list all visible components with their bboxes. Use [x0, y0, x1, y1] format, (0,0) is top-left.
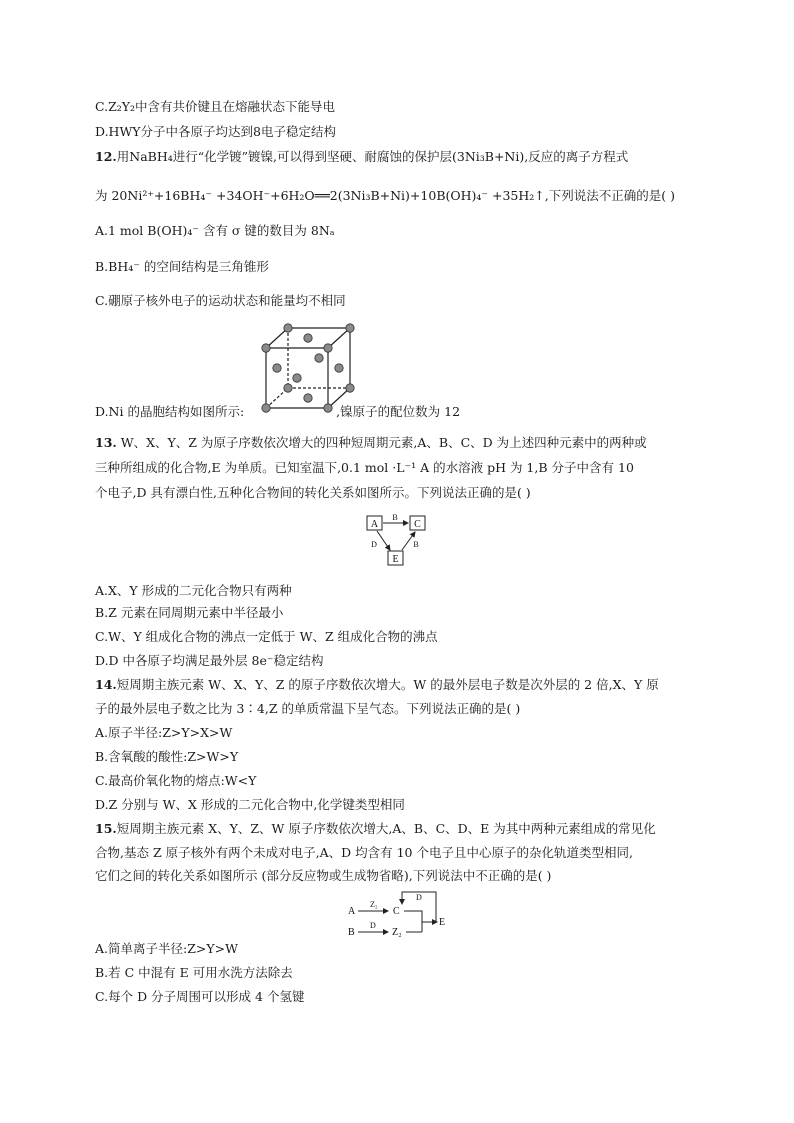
q12-stem-line — [95, 148, 628, 166]
q13-label-c: C — [414, 519, 421, 530]
q13-label-a: A — [370, 519, 379, 530]
q12-option-a: A.1 mol B(OH)₄⁻ 含有 σ 键的数目为 8Nₐ — [95, 223, 335, 238]
q12-equation: 为 20Ni²⁺+16BH₄⁻ +34OH⁻+6H₂O══2(3Ni₃B+Ni)+10B(OH)₄⁻ +35H₂↑,下列说法不正确的是( ) — [95, 188, 675, 203]
q12-option-c: C.硼原子核外电子的运动状态和能量均不相同 — [95, 293, 346, 308]
q14-stem-1: 短周期主族元素 W、X、Y、Z 的原子序数依次增大。W 的最外层电子数是次外层的 2 倍,X、Y 原 — [116, 677, 659, 692]
q12-stem: 用NaBH₄进行“化学镀”镀镍,可以得到坚硬、耐腐蚀的保护层(3Ni₃B+Ni),反应的离子方程式 — [116, 149, 629, 164]
q12-option-d — [95, 403, 460, 421]
q13-stem-line-1 — [95, 434, 647, 452]
q15-label-z2-top: Z₂ — [370, 900, 378, 909]
q15-stem-line-1 — [95, 820, 656, 838]
q11-option-d: D.HWY分子中各原子均达到8电子稳定结构 — [95, 124, 337, 139]
q14-option-d: D.Z 分别与 W、X 形成的二元化合物中,化学键类型相同 — [95, 797, 405, 812]
q14-option-a: A.原子半径:Z>Y>X>W — [95, 725, 233, 740]
ni-unit-cell-figure — [258, 322, 360, 416]
q13-conversion-diagram — [363, 511, 433, 571]
q13-label-b-right: B — [413, 540, 419, 549]
q13-stem-1: W、X、Y、Z 为原子序数依次增大的四种短周期元素,A、B、C、D 为上述四种元素中的两种或 — [116, 435, 647, 450]
q13-option-b: B.Z 元素在同周期元素中半径最小 — [95, 605, 284, 620]
q15-conversion-diagram — [344, 888, 448, 940]
q14-option-c: C.最高价氧化物的熔点:W<Y — [95, 773, 257, 788]
q14-number: 14. — [95, 677, 117, 692]
q12-option-d-post: ,镍原子的配位数为 12 — [336, 404, 461, 419]
q15-label-z2: Z₂ — [392, 927, 402, 938]
q15-stem-1: 短周期主族元素 X、Y、Z、W 原子序数依次增大,A、B、C、D、E 为其中两种元素组成的常见化 — [116, 821, 656, 836]
q15-stem-line-2: 合物,基态 Z 原子核外有两个未成对电子,A、D 均含有 10 个电子且中心原子的杂化轨道类型相同, — [95, 845, 633, 860]
q15-label-d-mid: D — [370, 921, 376, 930]
q15-label-c: C — [393, 906, 400, 917]
q13-option-d: D.D 中各原子均满足最外层 8e⁻稳定结构 — [95, 653, 324, 668]
q14-stem-line-1 — [95, 676, 659, 694]
q13-option-a: A.X、Y 形成的二元化合物只有两种 — [95, 583, 292, 598]
q14-stem-line-2: 子的最外层电子数之比为 3∶4,Z 的单质常温下呈气态。下列说法正确的是( ) — [95, 701, 521, 716]
q13-stem-line-3: 个电子,D 具有漂白性,五种化合物间的转化关系如图所示。下列说法正确的是( ) — [95, 485, 531, 500]
q15-stem-line-3: 它们之间的转化关系如图所示 (部分反应物或生成物省略),下列说法中不正确的是( ) — [95, 868, 552, 883]
q13-number: 13. — [95, 435, 117, 450]
q13-label-d: D — [371, 540, 377, 549]
q15-label-e: E — [439, 917, 446, 928]
q15-option-a: A.简单离子半径:Z>Y>W — [95, 941, 238, 956]
q15-option-b: B.若 C 中混有 E 可用水洗方法除去 — [95, 965, 293, 980]
q12-option-d-pre: D.Ni 的晶胞结构如图所示: — [95, 404, 245, 419]
q11-option-c: C.Z₂Y₂中含有共价键且在熔融状态下能导电 — [95, 99, 336, 114]
q12-number: 12. — [95, 149, 117, 164]
q14-option-b: B.含氧酸的酸性:Z>W>Y — [95, 749, 239, 764]
q15-label-d-box: D — [416, 893, 422, 902]
q13-label-e: E — [392, 554, 399, 565]
q15-number: 15. — [95, 821, 117, 836]
q15-label-b: B — [348, 927, 355, 938]
q13-stem-line-2: 三种所组成的化合物,E 为单质。已知室温下,0.1 mol ·L⁻¹ A 的水溶液 pH 为 1,B 分子中含有 10 — [95, 460, 634, 475]
q13-label-b-top: B — [392, 513, 398, 522]
q13-option-c: C.W、Y 组成化合物的沸点一定低于 W、Z 组成化合物的沸点 — [95, 629, 438, 644]
q12-option-b: B.BH₄⁻ 的空间结构是三角锥形 — [95, 259, 269, 274]
q15-label-a: A — [348, 906, 356, 917]
q15-option-c: C.每个 D 分子周围可以形成 4 个氢键 — [95, 989, 305, 1004]
